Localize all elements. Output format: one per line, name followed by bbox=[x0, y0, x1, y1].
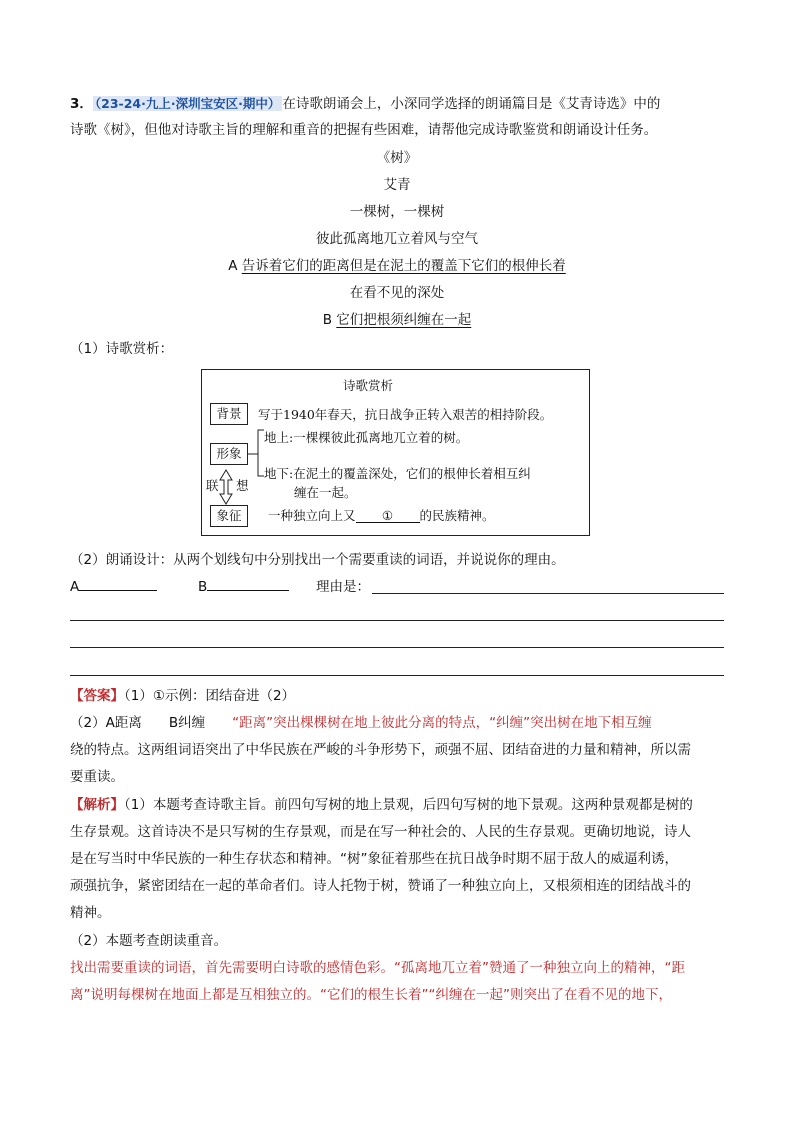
text-above-ground: 地上:一棵棵彼此孤离地兀立着的树。 bbox=[264, 430, 469, 445]
blank-a-line bbox=[79, 575, 157, 591]
question-intro-2: 诗歌《树》，但他对诗歌主旨的理解和重音的把握有些困难，请帮他完成诗歌鉴赏和朗诵设计任务。 bbox=[70, 122, 658, 138]
answer-part2-reason-3: 要重读。 bbox=[70, 769, 124, 785]
answer-part2-reason-2: 绕的特点。这两组词语突出了中华民族在严峻的斗争形势下，顽强不屈、团结奋进的力量和精神，所以需 bbox=[70, 742, 691, 758]
question-intro-1: 在诗歌朗诵会上，小深同学选择的朗诵篇目是《艾青诗选》中的 bbox=[282, 96, 661, 112]
answer-part2-reason-1: “距离”突出棵棵树在地上彼此分离的特点，“纠缠”突出树在地下相互缠 bbox=[232, 715, 652, 731]
box-background: 背景 bbox=[210, 403, 248, 425]
part2-prompt: （2）朗诵设计：从两个划线句中分别找出一个需要重读的词语，并说说你的理由。 bbox=[70, 552, 565, 568]
answer-tag: 【答案】 bbox=[70, 688, 124, 704]
poem-line-a-label: A bbox=[228, 258, 242, 274]
analysis-p1-3: 是在写当时中华民族的一种生存状态和精神。“树”象征着那些在抗日战争时期不屈于敌人的威逼利诱， bbox=[70, 851, 678, 867]
label-association-2: 想 bbox=[236, 478, 249, 493]
reason-line-0 bbox=[372, 593, 724, 594]
symbol-after: 的民族精神。 bbox=[419, 508, 495, 523]
symbol-before: 一种独立向上又 bbox=[268, 508, 356, 523]
analysis-p1-5: 精神。 bbox=[70, 905, 111, 921]
poem-line-2: 彼此孤离地兀立着风与空气 bbox=[316, 231, 478, 247]
question-number: 3． bbox=[70, 96, 93, 112]
analysis-tag: 【解析】 bbox=[70, 797, 124, 813]
question-source-tag: （23-24·九上·深圳宝安区·期中） bbox=[94, 96, 281, 111]
answer-line-2 bbox=[70, 647, 724, 648]
poem-line-a-underlined: 告诉着它们的距离但是在泥土的覆盖下它们的根伸长着 bbox=[241, 258, 566, 274]
analysis-p2-title: （2）本题考查朗读重音。 bbox=[70, 933, 228, 949]
poem-line-a bbox=[0, 253, 794, 280]
poem-line-1: 一棵树，一棵树 bbox=[349, 204, 445, 220]
answer-blank-a bbox=[70, 574, 157, 601]
poem-line-b-label: B bbox=[322, 312, 337, 328]
answer-line-part1 bbox=[70, 683, 730, 710]
box-symbol: 象征 bbox=[210, 505, 248, 527]
box-image: 形象 bbox=[210, 443, 248, 465]
part1-label: （1）诗歌赏析： bbox=[70, 341, 174, 357]
analysis-p2-2: 离”说明每棵树在地面上都是互相独立的。“它们的根生长着”“纠缠在一起”则突出了在看不见的地下， bbox=[70, 987, 672, 1003]
text-symbol bbox=[268, 507, 495, 525]
answer-blank-b bbox=[198, 574, 289, 601]
text-below-ground-2: 缠在一起。 bbox=[294, 485, 357, 500]
text-below-ground-1: 地下:在泥土的覆盖深处，它们的根伸长着相互纠 bbox=[264, 466, 531, 481]
analysis-p2-1: 找出需要重读的词语，首先需要明白诗歌的感情色彩。“孤离地兀立着”赞通了一种独立向上的精神，“距 bbox=[70, 960, 685, 976]
diagram-title: 诗歌赏析 bbox=[343, 378, 394, 393]
answer-line-3 bbox=[70, 675, 724, 676]
answer-line-1 bbox=[70, 620, 724, 621]
analysis-p1-4: 顽强抗争，紧密团结在一起的革命者们。诗人托物于树，赞诵了一种独立向上，又根须相连的团结战斗的 bbox=[70, 878, 691, 894]
blank-marker: ① bbox=[381, 508, 394, 523]
poem-line-4: 在看不见的深处 bbox=[349, 285, 445, 301]
label-association-1: 联 bbox=[206, 478, 219, 493]
text-background: 写于1940年春天，抗日战争正转入艰苦的相持阶段。 bbox=[258, 407, 553, 422]
analysis-line-1 bbox=[70, 792, 730, 819]
poem-line-b-underlined: 它们把根须纠缠在一起 bbox=[336, 312, 472, 328]
poem-title: 《树》 bbox=[376, 150, 418, 166]
symbol-blank bbox=[356, 507, 420, 523]
answer-part1: （1）①示例：团结奋进（2） bbox=[124, 688, 296, 704]
blank-b-label: B bbox=[198, 579, 208, 595]
poem-author: 艾青 bbox=[383, 177, 411, 193]
question-stem-line1 bbox=[70, 90, 724, 118]
analysis-p1-2: 生存景观。这首诗决不是只写树的生存景观，而是在写一种社会的、人民的生存景观。更确切地说，诗人 bbox=[70, 824, 691, 840]
answer-part2-prefix: （2）A距离 B纠缠 bbox=[70, 715, 206, 731]
answer-line-part2 bbox=[70, 710, 730, 737]
blank-b-line bbox=[207, 575, 289, 591]
reason-label: 理由是： bbox=[316, 579, 370, 595]
analysis-p1-1: （1）本题考查诗歌主旨。前四句写树的地上景观，后四句写树的地下景观。这两种景观都是树的 bbox=[124, 797, 693, 813]
blank-a-label: A bbox=[70, 579, 80, 595]
poem-analysis-diagram bbox=[201, 369, 590, 536]
poem-line-b bbox=[0, 307, 794, 334]
